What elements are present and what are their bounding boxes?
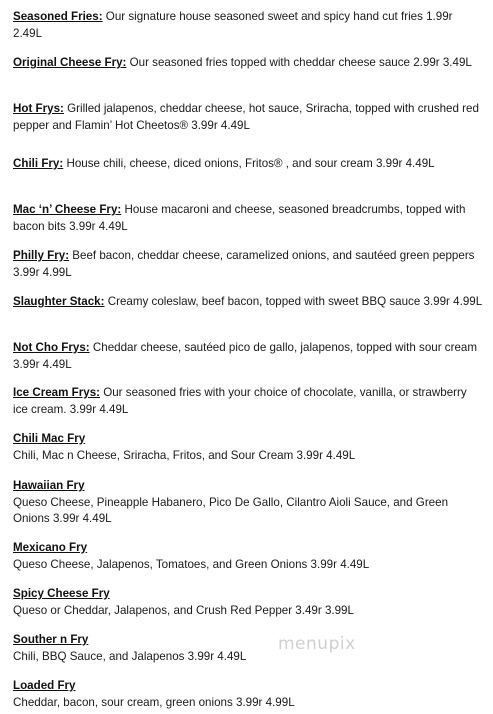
item-description: Queso Cheese, Jalapenos, Tomatoes, and Green Onions 3.99r 4.49L — [13, 557, 370, 571]
item-description: Grilled jalapenos, cheddar cheese, hot sauce, Sriracha, topped with crushed red pepper and Flamin’ Hot Cheetos® 3.99r 4.49L — [13, 102, 479, 132]
item-name: Chili Fry: — [13, 157, 64, 170]
menu-item-chili-fry — [13, 156, 483, 173]
item-name: Mexicano Fry — [13, 541, 88, 554]
item-name: Ice Cream Frys: — [13, 386, 100, 399]
item-description: House chili, cheese, diced onions, Fritos® , and sour cream 3.99r 4.49L — [63, 157, 435, 170]
menu-item-slaughter-stack — [13, 294, 483, 311]
item-name: Philly Fry: — [13, 249, 70, 262]
menu-item-seasoned-fries — [13, 9, 483, 42]
menupix-watermark: menupix — [278, 634, 356, 654]
item-description: Cheddar, bacon, sour cream, green onions 3.99r 4.99L — [13, 695, 295, 709]
item-name: Not Cho Frys: — [13, 341, 90, 354]
menu-item-spicy-cheese-fry — [13, 586, 483, 619]
menu-item-hot-frys — [13, 101, 483, 134]
item-description: Our seasoned fries with your choice of chocolate, vanilla, or strawberry ice cream. 3.99r 4.49L — [13, 386, 467, 416]
item-description: Queso or Cheddar, Jalapenos, and Crush Red Pepper 3.49r 3.99L — [13, 603, 354, 617]
item-description: Chili, Mac n Cheese, Sriracha, Fritos, and Sour Cream 3.99r 4.49L — [13, 448, 356, 462]
menu-item-mexicano-fry — [13, 540, 483, 573]
menu-item-original-cheese-fry — [13, 55, 483, 72]
item-name: Souther n Fry — [13, 633, 89, 646]
menu-item-mac-n-cheese-fry — [13, 202, 483, 235]
item-description: Queso Cheese, Pineapple Habanero, Pico De Gallo, Cilantro Aioli Sauce, and Green Onions 3.99r 4.49L — [13, 495, 449, 525]
item-description: Chili, BBQ Sauce, and Jalapenos 3.99r 4.49L — [13, 649, 247, 663]
item-name: Slaughter Stack: — [13, 295, 105, 308]
menu-item-loaded-fry — [13, 678, 483, 711]
menu-item-philly-fry — [13, 248, 483, 281]
menu-item-hawaiian-fry — [13, 478, 483, 528]
item-name: Original Cheese Fry: — [13, 56, 127, 69]
item-name: Chili Mac Fry — [13, 432, 86, 445]
item-description: Beef bacon, cheddar cheese, caramelized onions, and sautéed green peppers 3.99r 4.99L — [13, 249, 475, 279]
item-name: Spicy Cheese Fry — [13, 587, 110, 600]
item-name: Hot Frys: — [13, 102, 64, 115]
item-name: Loaded Fry — [13, 679, 76, 692]
menu-item-not-cho-frys — [13, 340, 483, 373]
item-description: Creamy coleslaw, beef bacon, topped with sweet BBQ sauce 3.99r 4.99L — [104, 295, 483, 308]
item-description: House macaroni and cheese, seasoned breadcrumbs, topped with bacon bits 3.99r 4.49L — [13, 203, 466, 233]
item-name: Mac ‘n’ Cheese Fry: — [13, 203, 122, 216]
item-description: Cheddar cheese, sautéed pico de gallo, jalapenos, topped with sour cream 3.99r 4.49L — [13, 341, 478, 371]
item-description: Our seasoned fries topped with cheddar cheese sauce 2.99r 3.49L — [126, 56, 472, 69]
item-name: Seasoned Fries: — [13, 10, 103, 23]
item-description: Our signature house seasoned sweet and spicy hand cut fries 1.99r 2.49L — [13, 10, 453, 40]
menu-item-chili-mac-fry — [13, 431, 483, 464]
menu-item-southern-fry — [13, 632, 483, 665]
menu-item-ice-cream-frys — [13, 385, 483, 418]
item-name: Hawaiian Fry — [13, 479, 85, 492]
